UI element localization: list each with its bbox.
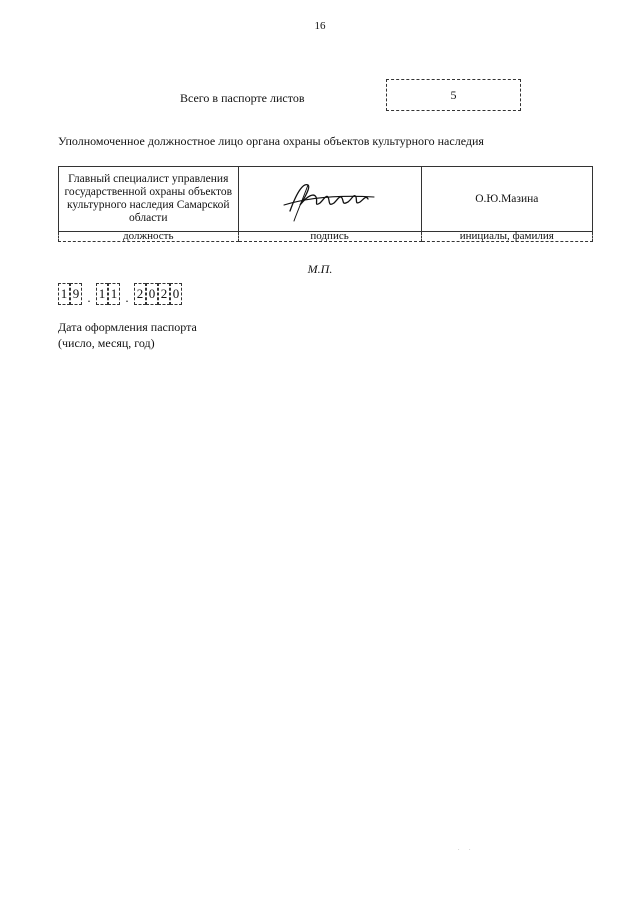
issue-date-label-line1: Дата оформления паспорта (58, 320, 197, 334)
authorized-official-heading: Уполномоченное должностное лицо органа охраны объектов культурного наследия (58, 134, 484, 148)
date-year-digit: 0 (146, 283, 158, 305)
date-year-digit: 2 (134, 283, 146, 305)
handwritten-signature (270, 175, 390, 223)
signature-row (59, 167, 593, 232)
date-separator: . (125, 290, 129, 305)
stamp-place-mark: М.П. (307, 262, 333, 276)
date-year-digit: 0 (170, 283, 182, 305)
name-cell: О.Ю.Мазина (421, 167, 592, 232)
position-cell: Главный специалист управления государственной охраны объектов культурного наследия Самарской области (59, 167, 239, 232)
signature-table (58, 166, 593, 242)
date-day-digit: 1 (58, 283, 70, 305)
total-sheets-label: Всего в паспорте листов (180, 91, 305, 105)
total-sheets-box (386, 79, 521, 111)
caption-row (59, 232, 593, 242)
date-month-digit: 1 (96, 283, 108, 305)
issue-date-boxes (58, 283, 182, 305)
date-separator: . (87, 290, 91, 305)
date-month-digit: 1 (108, 283, 120, 305)
total-sheets-value: 5 (450, 87, 457, 102)
issue-date-label-line2: (число, месяц, год) (58, 336, 155, 350)
caption-position: должность (59, 232, 239, 242)
page-number: 16 (314, 20, 326, 32)
date-year-digit: 2 (158, 283, 170, 305)
caption-name: инициалы, фамилия (421, 232, 592, 242)
scan-noise: . . (458, 846, 475, 852)
issue-date-label (58, 319, 197, 351)
date-day-digit: 9 (70, 283, 82, 305)
caption-signature: подпись (238, 232, 421, 242)
signature-cell (238, 167, 421, 232)
